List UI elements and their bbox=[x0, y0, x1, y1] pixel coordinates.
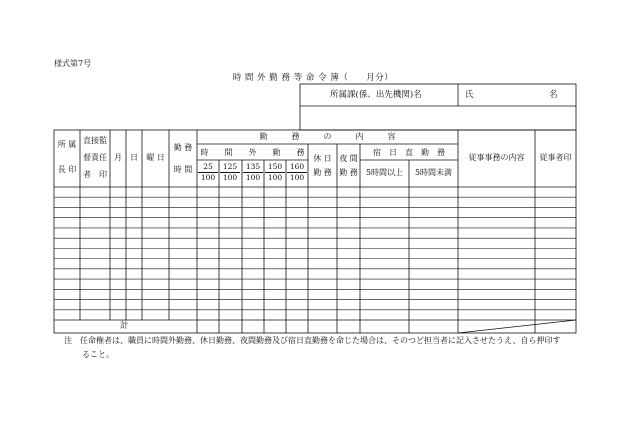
footnote-line-1: 注 任命権者は、職員に時間外勤務、休日勤務、夜間勤務及び宿日直勤務を命じた場合は、そのつど担当者に記入させたうえ、自ら押印す bbox=[64, 336, 561, 345]
footnote-line-2: ること。 bbox=[82, 350, 114, 359]
rate-125 bbox=[220, 163, 240, 181]
rate-125-denominator: 100 bbox=[222, 172, 238, 182]
total-label: 計 bbox=[120, 321, 129, 331]
name-label-2: 名 bbox=[549, 90, 558, 100]
header-duties: 従事事務の内容 bbox=[468, 153, 525, 162]
header-kinmu-jikan-1: 勤 務 bbox=[173, 143, 193, 152]
rate-150 bbox=[265, 163, 285, 181]
page-title: 時 間 外 勤 務 等 命 令 簿（ 月分） bbox=[232, 73, 394, 83]
rate-160-denominator: 100 bbox=[289, 172, 305, 182]
header-shozoku-1: 所 属 bbox=[57, 140, 77, 149]
rate-160 bbox=[287, 163, 307, 181]
header-yakan-1: 夜 間 bbox=[339, 154, 358, 163]
rate-150-numerator: 150 bbox=[265, 163, 285, 173]
rate-135-denominator: 100 bbox=[245, 172, 261, 182]
rate-25 bbox=[198, 163, 218, 181]
header-shozoku-2: 長 印 bbox=[57, 165, 77, 174]
header-over5: 5時間以上 bbox=[365, 168, 404, 177]
header-weekday: 曜 日 bbox=[146, 153, 165, 162]
rate-25-numerator: 25 bbox=[198, 163, 218, 173]
header-worker-seal: 従事者印 bbox=[539, 153, 572, 162]
header-day: 日 bbox=[130, 153, 138, 162]
form-number: 様式第7号 bbox=[54, 59, 92, 68]
header-kyujitsu-1: 休 日 bbox=[313, 154, 332, 163]
header-shukujitsu: 宿 日 直 勤 務 bbox=[373, 147, 445, 157]
footnote bbox=[64, 334, 584, 362]
header-month: 月 bbox=[114, 153, 122, 162]
rate-125-numerator: 125 bbox=[220, 163, 240, 173]
header-under5: 5時間未満 bbox=[414, 168, 453, 177]
rate-25-denominator: 100 bbox=[200, 172, 216, 182]
header-kantoku-2: 督責任 bbox=[83, 153, 107, 162]
rate-150-denominator: 100 bbox=[267, 172, 283, 182]
rate-135 bbox=[243, 163, 263, 181]
header-yakan-2: 勤 務 bbox=[339, 168, 358, 177]
affiliation-label: 所属課(係、出先機関)名 bbox=[330, 90, 422, 100]
name-label-1: 氏 bbox=[465, 90, 474, 100]
header-kantoku-1: 直接監 bbox=[83, 136, 107, 145]
header-kantoku-3: 者 印 bbox=[83, 170, 107, 179]
header-jikangai: 時 間 外 勤 務 bbox=[200, 147, 305, 157]
rate-135-numerator: 135 bbox=[243, 163, 263, 173]
rate-160-numerator: 160 bbox=[287, 163, 307, 173]
header-kinmu-jikan-2: 時 間 bbox=[173, 165, 193, 174]
header-kinmu-naiyo: 勤 務 の 内 容 bbox=[259, 132, 396, 141]
header-kyujitsu-2: 勤 務 bbox=[313, 168, 332, 177]
